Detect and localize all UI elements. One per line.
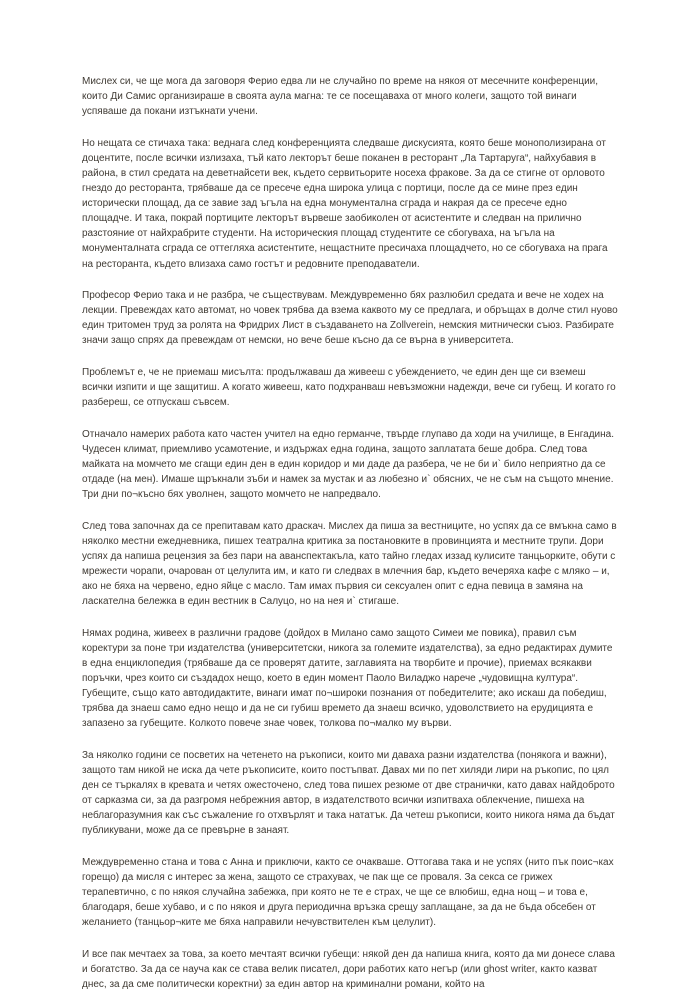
paragraph: И все пак мечтаех за това, за което мечтаят всички губещи: някой ден да напиша книга, която да ми донесе слава и богатство. За да се науча как се става велик писател, дори работих като негър (или ghost writer, както казват днес, за да сме политически коректни) за един автор на криминални романи, който на — [82, 949, 615, 991]
paragraph: Но нещата се стичаха така: веднага след конференцията следваше дискусията, която беше монополизирана от доцентите, после всички излизаха, тъй като лекторът беше поканен в ресторант „Ла Тартаруга“, найхубавия в района, в стил средата на деветнайсети век, където сервитьорите носеха фракове. За да се стигне от орловото гнездо до ресторанта, трябваше да се пресече една широка улица с портици, после да се мине през един исторически площад, да се завие зад ъгъла на една монументална сграда и накрая да се пресече едно площадче. И така, покрай портиците лекторът вървеше заобиколен от асистентите и следван на прилично разстояние от найхрабрите студенти. На историческия площад студентите се сбогуваха, на ъгъла на монументалната сграда се оттегляха асистентите, нещастните пресичаха площадчето, но се сбогуваха на прага на ресторанта, където влизаха само гостът и редовните преподаватели. — [82, 137, 608, 270]
paragraph: Нямах родина, живеех в различни градове (дойдох в Милано само защото Симеи ме повика), правил съм коректури за поне три издателства (университетски, никога за големите издателства), за едно редактирах думите в една енциклопедия (трябваше да се проверят датите, заглавията на творбите и прочие), приемах всякакви поръчки, чрез които си създадох нещо, което в един момент Паоло Виладжо нарече „чудовищна култура“. Губещите, също като автодидактите, винаги имат по¬широки познания от победителите; ако искаш да победиш, трябва да знаеш само едно нещо и да не си губиш времето да знаеш всичко, удоволствието на ерудицията е запазено за губещите. Колкото повече знае човек, толкова по¬малко му върви. — [82, 627, 613, 730]
paragraph: След това започнах да се препитавам като драскач. Мислех да пиша за вестниците, но успях да се вмъкна само в няколко местни ежедневника, пишех театрална критика за постановките в провинцията и местните трупи. Дори успях да напиша рецензия за без пари на аванспектакъла, като тайно гледах иззад кулисите танцьорките, обути с мрежести чорапи, очарован от целулита им, и като ги следвах в млечния бар, където вечеряха кафе с мляко – и, ако не бяха на червено, едно яйце с масло. Там имах първия си сексуален опит с една певица в замяна на ласкателна бележка в един вестник в Салуцо, но на нея и` стигаше. — [82, 520, 617, 608]
paragraph: За няколко години се посветих на четенето на ръкописи, които ми даваха разни издателства (понякога и важни), защото там никой не иска да чете ръкописите, които постъпват. Давах ми по пет хиляди лири на ръкопис, по цял ден се търкалях в кревата и четях ожесточено, след това пишех резюме от две странички, като давах найдоброто от сарказма си, за да разгромя небрежния автор, в издателството всички изпитваха облекчение, пишеха на неблагоразумния как със съжаление го отхвърлят и така нататък. Да четеш ръкописи, които никога няма да бъдат публикувани, може да се превърне в занаят. — [82, 749, 615, 837]
paragraph: Мислех си, че ще мога да заговоря Ферио едва ли не случайно по време на някоя от месечните конференции, които Ди Самис организираше в своята аула магна: те се посещаваха от много колеги, защото той винаги успяваше да покани изтъкнати учени. — [82, 76, 599, 118]
paragraph: Отначало намерих работа като частен учител на едно германче, твърде глупаво да ходи на училище, в Енгадина. Чудесен климат, приемливо усамотение, и издържах една година, защото заплатата беше добра. След това майката на момчето ме сгащи един ден в един коридор и ми даде да разбера, че не би и` било неприятно да се отдаде (на мен). Имаше щръкнали зъби и намек за мустак и аз любезно и` обясних, че не съм на същото мнение. Три дни по¬късно бях уволнен, защото момчето не напредвало. — [82, 428, 614, 501]
paragraph: Проблемът е, че не приемаш мисълта: продължаваш да живееш с убеждението, че един ден ще си вземеш всички изпити и ще защитиш. А когато живееш, като подхранваш невъзможни надежди, вече си губещ. И когато го разбереш, се отпускаш съвсем. — [82, 367, 616, 409]
paragraph: Междувременно стана и това с Анна и приключи, както се очакваше. Оттогава така и не успях (нито пък поис¬ках горещо) да мисля с интерес за жена, защото се страхувах, че пак ще се проваля. За секса се грижех терапевтично, с по някоя случайна забежка, при която не те е страх, че ще се влюбиш, една нощ – и това е, благодаря, беше хубаво, и с по някоя и друга периодична връзка срещу заплащане, за да не бъда обсебен от желанието (танцьор¬ките ме бяха направили нечувствителен към целулит). — [82, 857, 614, 929]
paragraph: Професор Ферио така и не разбра, че съществувам. Междувременно бях разлюбил средата и вече не ходех на лекции. Превеждах като автомат, но човек трябва да взема каквото му се предлага, и обръщах в долче стил нуово един тритомен труд за ролята на Фридрих Лист в създаването на Zollverein, немския митнически съюз. Разбирате значи защо спрях да превеждам от немски, но вече беше късно да се върна в университета. — [82, 290, 618, 347]
